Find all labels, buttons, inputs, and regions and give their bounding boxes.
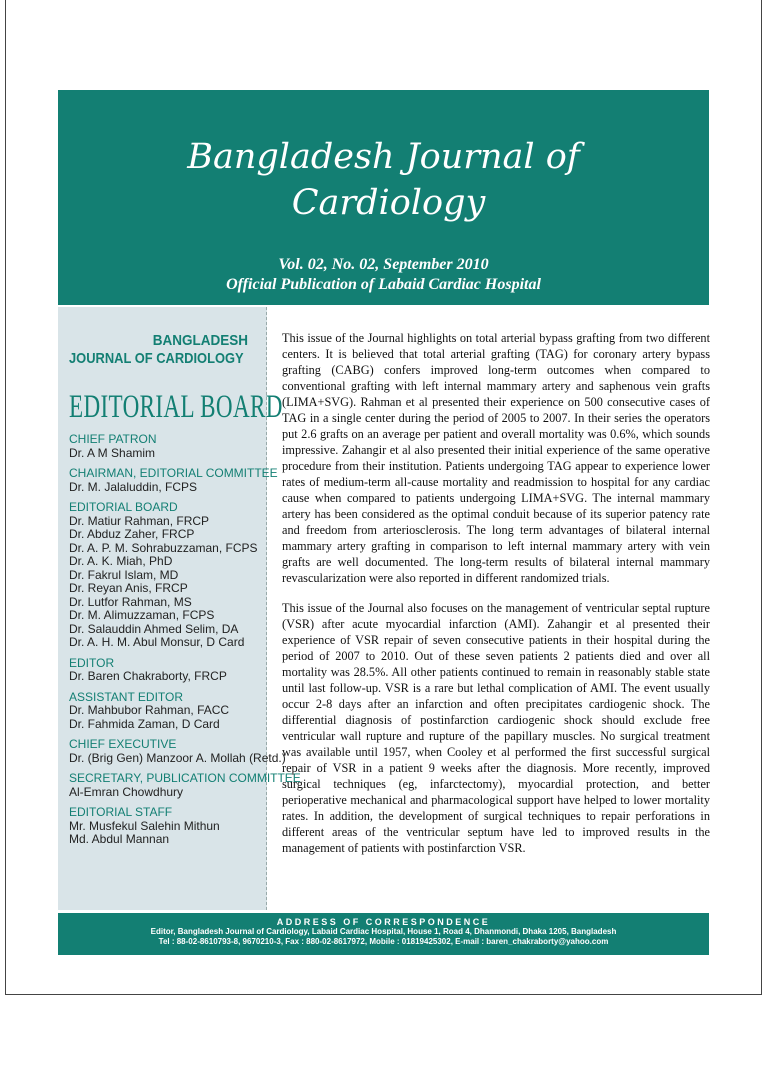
sidebar-journal-name-line2: JOURNAL OF CARDIOLOGY — [69, 350, 244, 367]
paragraph-2: This issue of the Journal also focuses on the management of ventricular septal rupture (VSR) after acute myocardial infarction (AMI). Zahangir et al presented their experience of VSR repair of seven consecutive patients in their hospital during the period of 2007 to 2010. Out of these seven patients 2 patients died and over all mortality was 28.5%. All other patients continued to remain in reasonably stable state until last follow-up. VSR is a rare but lethal complication of AMI. The event usually occur 2-8 days after an infarction and often precipitates cardiogenic shock. The differential diagnosis of postinfarction cardiogenic shock should exclude free ventricular wall rupture and rupture of the papillary muscles. No surgical treatment was available until 1957, when Cooley et al performed the first successful surgical repair of VSR in a patient 9 weeks after the diagnosis. More recently, improved surgical techniques (eg, infarctectomy), myocardial protection, and better perioperative mechanical and pharmacological support have helped to lower mortality rates. In addition, the development of surgical techniques to repair perforations in different areas of the ventricular septum have led to improved results in the management of patients with postinfarction VSR. — [282, 601, 710, 855]
board-member: Dr. (Brig Gen) Manzoor A. Mollah (Retd.) — [69, 750, 286, 765]
editorial-sidebar — [58, 307, 301, 910]
board-member: Dr. M. Jalaluddin, FCPS — [69, 479, 198, 494]
board-section — [69, 466, 278, 494]
sidebar-journal-name-line1: BANGLADESH — [152, 332, 249, 349]
journal-title-line1: Bangladesh Journal of — [187, 137, 580, 177]
board-member: Dr. A. H. M. Abul Monsur, D Card — [69, 635, 245, 649]
board-member: Dr. Reyan Anis, FRCP — [69, 581, 188, 595]
official-publication: Official Publication of Labaid Cardiac Hospital — [226, 276, 541, 293]
board-member: Dr. M. Alimuzzaman, FCPS — [69, 608, 215, 622]
board-member: Dr. Matiur Rahman, FRCP — [69, 513, 210, 528]
board-section — [69, 771, 301, 799]
editorial-body — [282, 330, 710, 870]
board-section — [69, 737, 286, 765]
paragraph-1: This issue of the Journal highlights on total arterial bypass grafting from two different centers. It is believed that total arterial grafting (TAG) for coronary artery bypass grafting (CABG) confers improved long-term outcomes when compared to conventional grafting with left internal mammary artery and saphenous vein grafts (LIMA+SVG). Rahman et al presented their experience on 500 consecutive cases of TAG in a single center during the period of 2005 to 2007. In their series the operators put 2.6 grafts on an average per patient and overall mortality was 0.6%, which sounds impressive. Zahangir et al also presented their initial experience of the same operative procedure from their institution. Patients undergoing TAG appear to experience lower rates of medium-term all-cause mortality and readmission to hospital for any cardiac cause when compared to patients undergoing LIMA+SVG. The internal mammary artery has been considered as the optimal conduit because of its superior patency rate and freedom from arteriosclerosis. The long term advantages of bilateral internal mammary artery grafting in comparison to left internal mammary artery with vein grafts are well documented. The long-term results of bilateral internal mammary revascularization were also reported in different randomized trials. — [282, 331, 710, 585]
board-section — [69, 691, 266, 732]
board-member: Dr. Abduz Zaher, FRCP — [69, 527, 195, 541]
editorial-board-heading: EDITORIAL BOARD — [69, 389, 283, 425]
board-member: Dr. Baren Chakraborty, FRCP — [69, 669, 227, 683]
board-section — [69, 657, 266, 684]
address-footer — [58, 913, 709, 955]
contact-line: Tel : 88-02-8610793-8, 9670210-3, Fax : 880-02-8617972, Mobile : 01819425302, E-mail : baren_chakraborty@yahoo.com — [158, 937, 609, 946]
address-title: ADDRESS OF CORRESPONDENCE — [276, 917, 491, 927]
address-line: Editor, Bangladesh Journal of Cardiology, Labaid Cardiac Hospital, House 1, Road 4, Dhanmondi, Dhaka 1205, Bangladesh — [150, 927, 617, 936]
board-member: Dr. A M Shamim — [69, 445, 156, 460]
board-section-title: CHAIRMAN, EDITORIAL COMMITTEE — [69, 466, 278, 480]
board-section-title: CHIEF PATRON — [69, 432, 157, 446]
board-section-title: EDITORIAL BOARD — [69, 500, 178, 514]
board-member: Dr. A. K. Miah, PhD — [69, 554, 173, 568]
board-section — [69, 806, 266, 847]
journal-title — [58, 134, 709, 226]
board-member: Dr. Fakrul Islam, MD — [69, 567, 179, 582]
board-member: Dr. Mahbubor Rahman, FACC — [69, 703, 230, 717]
board-member: Mr. Musfekul Salehin Mithun — [69, 818, 220, 833]
board-member: Al-Emran Chowdhury — [69, 784, 184, 799]
board-section-title: EDITOR — [69, 655, 115, 670]
board-member: Dr. Lutfor Rahman, MS — [69, 594, 192, 609]
board-section — [69, 433, 266, 460]
board-member: Dr. Fahmida Zaman, D Card — [69, 716, 220, 731]
board-member: Dr. A. P. M. Sohrabuzzaman, FCPS — [69, 540, 258, 555]
board-member: Md. Abdul Mannan — [69, 832, 170, 846]
editorial-sections — [69, 432, 301, 847]
board-section-title: CHIEF EXECUTIVE — [69, 737, 177, 751]
board-section-title: EDITORIAL STAFF — [69, 805, 173, 819]
board-section — [69, 501, 266, 650]
volume-info: Vol. 02, No. 02, September 2010 — [278, 256, 489, 273]
journal-title-line2: Cardiology — [291, 183, 486, 223]
board-section-title: SECRETARY, PUBLICATION COMMITTEE — [69, 771, 301, 785]
board-member: Dr. Salauddin Ahmed Selim, DA — [69, 621, 239, 636]
board-section-title: ASSISTANT EDITOR — [69, 689, 184, 704]
journal-header — [58, 90, 709, 305]
